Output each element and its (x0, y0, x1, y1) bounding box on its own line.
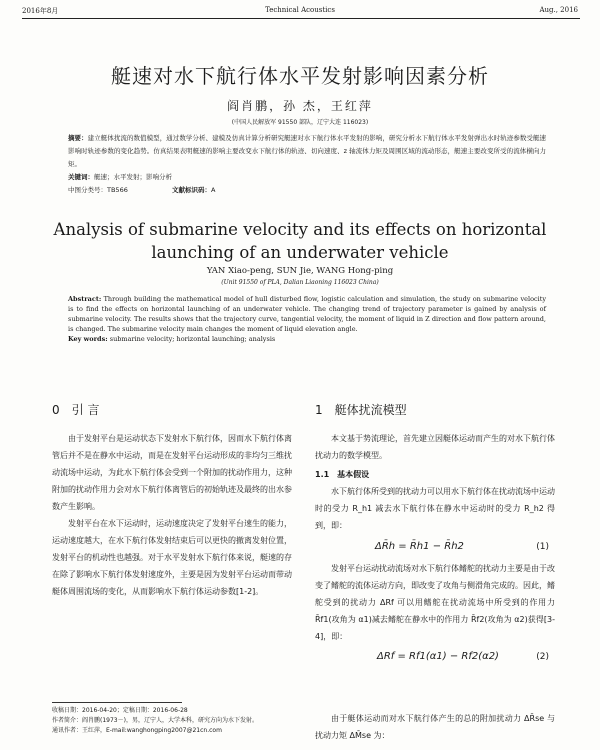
section0-para2: 发射平台在水下运动时，运动速度决定了发射平台速生的能力，运动速度越大，在水下航行体发射结束后可以更快的撤离发射位置，发射平台的机动性也越强。对于水平发射水下航行体来说，艇速的存在除了影响水下航行体发射速度外，主要是因为发射平台运动而带动艇体周围流场的变化，从而影响水下航行体运动参数[1-2]。 (52, 519, 292, 596)
footnotes (52, 706, 292, 736)
footnote-received: 收稿日期：2016-04-20；定稿日期：2016-06-28 (52, 707, 188, 714)
doc-code-value: A (211, 186, 216, 194)
section1-body (315, 430, 555, 669)
section1-para3: 由于艇体运动而对水下航行体产生的总的附加扰动力 ΔR̄se 与扰动力矩 ΔM̄se 为： (315, 714, 555, 740)
footnote-rule (52, 702, 182, 703)
equation-1: ΔR̄h = R̄h1 − R̄h2 (375, 541, 464, 552)
equation-2-row (315, 645, 555, 669)
section1-heading: 1 艇体扰流模型 (315, 403, 407, 417)
keywords-cn-label: 关键词： (68, 173, 94, 181)
equation-2: ΔRf = Rf1(α1) − Rf2(α2) (377, 651, 499, 662)
classification-label: 中图分类号： (68, 186, 107, 194)
abstract-cn-label: 摘要： (68, 134, 88, 142)
keywords-en-label: Key words: (68, 335, 108, 343)
section1-para2: 发射平台运动扰动流场对水下航行体鳍舵的扰动力主要是由于改变了鳍舵的流体运动方向，即改变了攻角与侧滑角完成的。因此，鳍舵受到的扰动力 ΔRf 可以用鳍舵在扰动流场中所受到的作用力 R̄f1(攻角为 α1)减去鳍舵在静水中的作用力 R̄f2(攻角为 α2)获得[3-4]，即： (315, 564, 555, 641)
authors-cn: 阎肖鹏，孙 杰，王红萍 (227, 99, 373, 113)
abstract-cn-text: 建立艇体扰流的数值模型，通过数学分析、建模及仿真计算分析研究艇速对水下航行体水平发射的影响，研究分析水下航行体水平发射弹出水时轨迹参数受艇速影响时轨迹参数的变化趋势。仿真结果表明艇速的影响主要改变水下航行体的轨迹、切向速度、z 轴流体力矩及周围区域的流动形态，艇速主要改变所受的流体横向力矩。 (68, 134, 547, 168)
section1-intro: 本文基于势流理论，首先建立因艇体运动而产生的对水下航行体扰动力的数学模型。 (315, 434, 555, 460)
abstract-cn (68, 132, 546, 197)
title-en-line2: launching of an underwater vehicle (151, 243, 449, 262)
title-cn: 艇速对水下航行体水平发射影响因素分析 (111, 64, 489, 88)
abstract-en (68, 294, 546, 344)
section1-para3-block (315, 710, 555, 744)
affiliation-en: (Unit 91550 of PLA, Dalian Liaoning 116023 China) (221, 279, 379, 286)
section0-heading: 0 引 言 (52, 403, 100, 417)
subsection-1-1-heading: 1.1 基本假设 (315, 470, 370, 479)
equation-1-row (315, 534, 555, 560)
running-header-right: Aug., 2016 (539, 6, 578, 14)
abstract-en-text: Through building the mathematical model of hull disturbed flow, logistic calculation and simulation, the study on submarine velocity is to find the effects on horizontal launching of an underwater vehicle. The changing trend of trajectory parameter is gained by analysis of submarine velocity. The results shows that the trajectory curve, tangential velocity, the moment of liquid in Z direction and flow pattern around, is changed. The submarine velocity main changes the moment of liquid elevation angle. (68, 295, 546, 333)
affiliation-cn: (中国人民解放军 91550 部队，辽宁大连 116023) (231, 119, 369, 126)
authors-en: YAN Xiao-peng, SUN Jie, WANG Hong-ping (206, 266, 394, 276)
equation-2-number: (2) (536, 652, 549, 662)
section1-para1: 水下航行体所受到的扰动力可以用水下航行体在扰动流场中运动时的受力 R_h1 减去水下航行体在静水中运动时的受力 R_h2 得到，即： (315, 487, 555, 530)
section0-body (52, 430, 292, 600)
title-en (0, 218, 600, 264)
footnote-correspondence: 通讯作者：王红萍，E-mail:wanghongping2007@21cn.com (52, 727, 222, 734)
running-header-left: 2016年8月 (22, 7, 59, 15)
footnote-author: 作者简介：阎肖鹏(1973－)，男，辽宁人，大学本科，研究方向为水下发射。 (52, 717, 258, 724)
header-rule (22, 18, 580, 19)
keywords-en-text: submarine velocity; horizontal launching; analysis (109, 335, 276, 343)
running-header-center: Technical Acoustics (265, 6, 335, 14)
title-en-line1: Analysis of submarine velocity and its effects on horizontal (53, 220, 547, 239)
keywords-cn-text: 艇速；水平发射；影响分析 (94, 173, 172, 181)
section0-para1: 由于发射平台是运动状态下发射水下航行体，因而水下航行体离管后并不是在静水中运动，而是在发射平台运动形成的非均匀三维扰动流场中运动，为此水下航行体会受到一个附加的扰动作用力，这种附加的扰动作用力会对水下航行体离管后的初始轨迹及最终的出水参数产生影响。 (52, 434, 292, 511)
equation-1-number: (1) (536, 542, 549, 552)
doc-code-label: 文献标识码： (172, 186, 211, 194)
abstract-en-label: Abstract: (68, 295, 102, 303)
classification-value: TB566 (107, 186, 128, 194)
